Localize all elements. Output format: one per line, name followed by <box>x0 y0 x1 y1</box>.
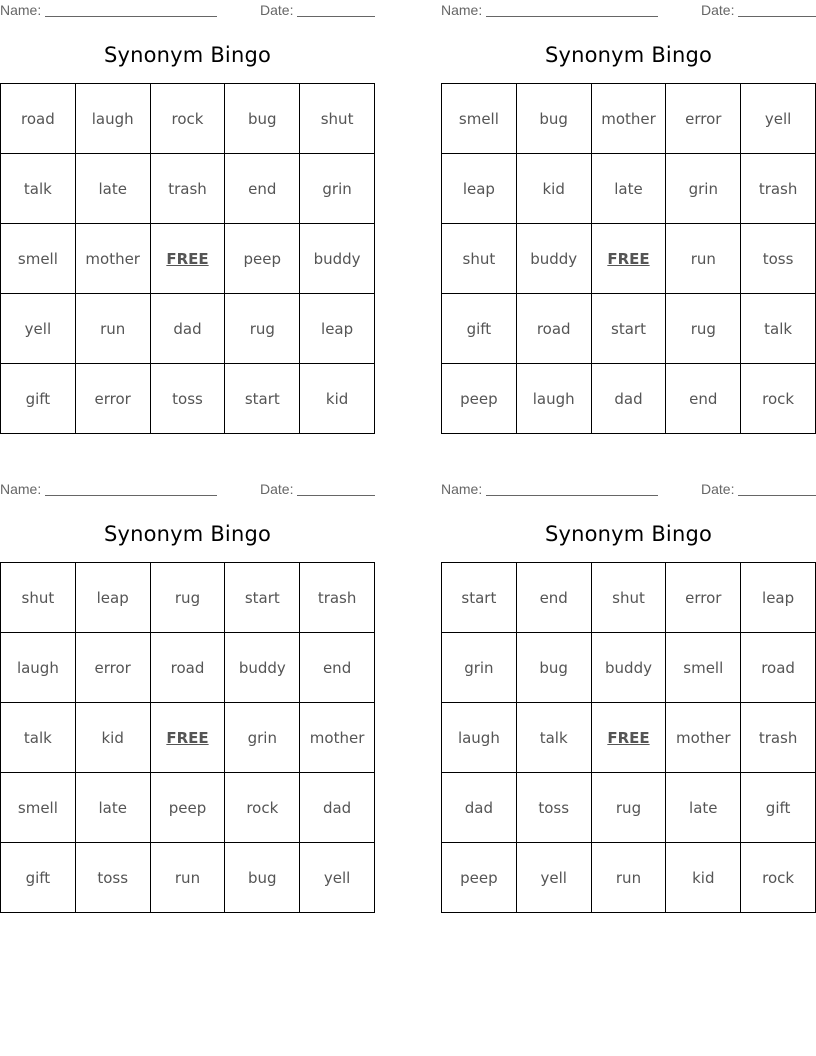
name-date-header <box>441 2 816 18</box>
bingo-cell: run <box>591 843 666 913</box>
bingo-cell: bug <box>225 84 300 154</box>
bingo-cell: talk <box>516 703 591 773</box>
bingo-cell: rock <box>150 84 225 154</box>
bingo-cell: trash <box>741 154 816 224</box>
date-blank-line <box>297 495 375 496</box>
bingo-cell: rock <box>741 364 816 434</box>
name-label: Name: <box>0 2 42 18</box>
bingo-cell: toss <box>150 364 225 434</box>
bingo-row <box>1 294 375 364</box>
bingo-card <box>0 479 375 913</box>
bingo-cell: dad <box>591 364 666 434</box>
bingo-cell: shut <box>300 84 375 154</box>
bingo-cell: mother <box>300 703 375 773</box>
bingo-row <box>1 773 375 843</box>
date-label: Date: <box>701 481 735 497</box>
bingo-cell: smell <box>1 224 76 294</box>
bingo-cell: rock <box>741 843 816 913</box>
bingo-cell: grin <box>300 154 375 224</box>
bingo-cell: late <box>591 154 666 224</box>
bingo-row <box>442 294 816 364</box>
card-title: Synonym Bingo <box>544 522 713 546</box>
bingo-cell: road <box>1 84 76 154</box>
bingo-cell: run <box>666 224 741 294</box>
card-title: Synonym Bingo <box>103 522 272 546</box>
bingo-cell: late <box>666 773 741 843</box>
free-space: FREE <box>591 703 666 773</box>
bingo-row <box>442 364 816 434</box>
free-space: FREE <box>150 224 225 294</box>
bingo-cell: peep <box>150 773 225 843</box>
bingo-cell: bug <box>516 84 591 154</box>
bingo-row <box>1 703 375 773</box>
bingo-cell: gift <box>741 773 816 843</box>
bingo-cell: talk <box>1 154 76 224</box>
bingo-cell: buddy <box>300 224 375 294</box>
bingo-cell: bug <box>516 633 591 703</box>
bingo-cell: mother <box>591 84 666 154</box>
bingo-row <box>1 633 375 703</box>
bingo-cell: laugh <box>442 703 517 773</box>
name-date-header <box>0 2 375 18</box>
bingo-row <box>1 364 375 434</box>
bingo-cell: error <box>666 84 741 154</box>
bingo-grid <box>441 83 816 434</box>
name-date-header <box>441 481 816 497</box>
card-title: Synonym Bingo <box>103 43 272 67</box>
bingo-cell: laugh <box>516 364 591 434</box>
name-blank-line <box>486 495 658 496</box>
card-title: Synonym Bingo <box>544 43 713 67</box>
date-label: Date: <box>260 481 294 497</box>
bingo-cell: grin <box>442 633 517 703</box>
bingo-cell: peep <box>225 224 300 294</box>
bingo-row <box>1 563 375 633</box>
bingo-row <box>442 843 816 913</box>
bingo-cell: trash <box>150 154 225 224</box>
bingo-cell: end <box>300 633 375 703</box>
bingo-cell: yell <box>741 84 816 154</box>
bingo-cell: mother <box>666 703 741 773</box>
bingo-cell: toss <box>75 843 150 913</box>
bingo-cell: laugh <box>75 84 150 154</box>
bingo-cell: buddy <box>591 633 666 703</box>
bingo-cell: dad <box>150 294 225 364</box>
bingo-grid <box>0 562 375 913</box>
free-space: FREE <box>591 224 666 294</box>
bingo-row <box>1 843 375 913</box>
name-label: Name: <box>0 481 42 497</box>
bingo-cell: road <box>516 294 591 364</box>
bingo-cell: run <box>150 843 225 913</box>
bingo-row <box>1 224 375 294</box>
bingo-cell: gift <box>1 364 76 434</box>
bingo-row <box>442 224 816 294</box>
bingo-cell: leap <box>300 294 375 364</box>
bingo-cell: late <box>75 154 150 224</box>
bingo-cell: rug <box>591 773 666 843</box>
bingo-cell: toss <box>741 224 816 294</box>
bingo-cell: leap <box>741 563 816 633</box>
bingo-cell: start <box>225 563 300 633</box>
bingo-cell: rug <box>666 294 741 364</box>
bingo-cell: trash <box>300 563 375 633</box>
bingo-cell: gift <box>1 843 76 913</box>
bingo-cell: start <box>442 563 517 633</box>
bingo-cell: grin <box>225 703 300 773</box>
date-blank-line <box>738 495 816 496</box>
bingo-cell: gift <box>442 294 517 364</box>
bingo-cell: toss <box>516 773 591 843</box>
date-label: Date: <box>701 2 735 18</box>
bingo-card <box>0 0 375 434</box>
name-date-header <box>0 481 375 497</box>
bingo-cell: leap <box>442 154 517 224</box>
bingo-cell: start <box>225 364 300 434</box>
bingo-cell: peep <box>442 843 517 913</box>
bingo-cell: end <box>516 563 591 633</box>
bingo-cell: yell <box>516 843 591 913</box>
date-blank-line <box>297 16 375 17</box>
bingo-cell: yell <box>300 843 375 913</box>
bingo-cell: smell <box>666 633 741 703</box>
name-blank-line <box>45 495 217 496</box>
bingo-row <box>442 154 816 224</box>
bingo-cell: yell <box>1 294 76 364</box>
bingo-cell: shut <box>591 563 666 633</box>
name-label: Name: <box>441 481 483 497</box>
bingo-cell: road <box>741 633 816 703</box>
bingo-cell: rock <box>225 773 300 843</box>
bingo-cell: shut <box>1 563 76 633</box>
bingo-card <box>441 479 816 913</box>
bingo-row <box>442 563 816 633</box>
name-blank-line <box>45 16 217 17</box>
bingo-cell: dad <box>442 773 517 843</box>
bingo-cell: bug <box>225 843 300 913</box>
date-blank-line <box>738 16 816 17</box>
bingo-cell: dad <box>300 773 375 843</box>
bingo-cell: buddy <box>516 224 591 294</box>
bingo-cell: shut <box>442 224 517 294</box>
bingo-card <box>441 0 816 434</box>
bingo-grid <box>441 562 816 913</box>
bingo-row <box>1 154 375 224</box>
bingo-cell: trash <box>741 703 816 773</box>
name-label: Name: <box>441 2 483 18</box>
bingo-cell: kid <box>75 703 150 773</box>
bingo-cell: end <box>666 364 741 434</box>
bingo-cell: talk <box>1 703 76 773</box>
bingo-cell: laugh <box>1 633 76 703</box>
bingo-cell: error <box>666 563 741 633</box>
bingo-row <box>442 773 816 843</box>
bingo-cell: start <box>591 294 666 364</box>
bingo-cell: late <box>75 773 150 843</box>
bingo-row <box>442 84 816 154</box>
bingo-cell: talk <box>741 294 816 364</box>
bingo-cell: rug <box>225 294 300 364</box>
bingo-cell: rug <box>150 563 225 633</box>
bingo-cell: kid <box>516 154 591 224</box>
bingo-cell: error <box>75 364 150 434</box>
bingo-cell: road <box>150 633 225 703</box>
bingo-cell: run <box>75 294 150 364</box>
bingo-cell: grin <box>666 154 741 224</box>
bingo-cell: peep <box>442 364 517 434</box>
bingo-row <box>442 703 816 773</box>
bingo-cell: end <box>225 154 300 224</box>
bingo-cell: smell <box>1 773 76 843</box>
bingo-cell: kid <box>300 364 375 434</box>
free-space: FREE <box>150 703 225 773</box>
bingo-row <box>442 633 816 703</box>
bingo-cell: leap <box>75 563 150 633</box>
bingo-grid <box>0 83 375 434</box>
bingo-cell: kid <box>666 843 741 913</box>
date-label: Date: <box>260 2 294 18</box>
bingo-row <box>1 84 375 154</box>
bingo-cell: smell <box>442 84 517 154</box>
bingo-cell: error <box>75 633 150 703</box>
bingo-cell: buddy <box>225 633 300 703</box>
name-blank-line <box>486 16 658 17</box>
bingo-cell: mother <box>75 224 150 294</box>
